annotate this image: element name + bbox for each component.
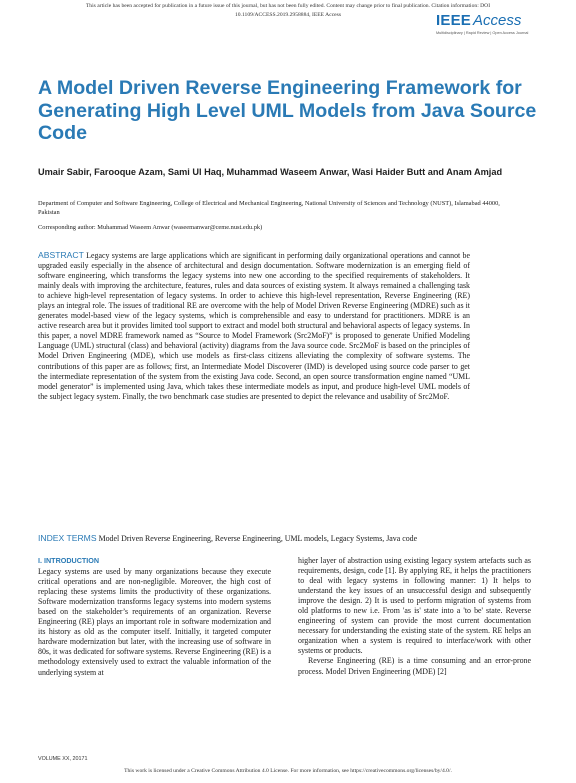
abstract	[38, 250, 470, 402]
section-heading-introduction: I. INTRODUCTION	[38, 556, 100, 565]
index-terms-heading: INDEX TERMS	[38, 533, 97, 543]
abstract-text: Legacy systems are large applications which are significant in performing daily organizational operations and cannot be upgraded easily especially in the absence of architectural and design documentation. Software modernization is an emerging field of software engineering, which transforms the legacy systems into new one according to the specified requirements of stakeholders. It mainly deals with improving the architecture, features, rules and data sources of existing system. It always remained a challenging task to achieve high-level representation of legacy systems. In order to achieve this high-level representation, Reverse Engineering (RE) plays an integral role. The issues of traditional RE are overcome with the help of Model Driven Reverse Engineering (MDRE) such as it generates model-based view of the legacy systems, which is comprehensible and easy to understand for practitioners. MDRE is an active research area but it provides limited tool support to extract and model both structural and behavioral aspects of legacy systems. In this paper, a novel MDRE framework named as “Source to Model Framework (Src2MoF)” is proposed to generate Unified Modeling Language (UML) structural (class) and behavioral (activity) diagrams from the Java source code. Src2MoF is based on the principles of Model Driven Engineering (MDE), which use models as first-class citizens alleviating the complexity of software systems. The contributions of this paper are as follows; first, an Intermediate Model Discoverer (IMD) is developed using source code parser to get the intermediate representation of the system from the existing Java code. Second, an open source transformation engine named “UML model generator” is implemented using Java, which takes these intermediate models as input, and produce high-level UML models of the subject legacy system. Finally, the two benchmark case studies are presented to depict the relevance and usability of Src2MoF.	[38, 251, 470, 401]
logo-access-text: Access	[472, 12, 522, 29]
index-terms	[38, 533, 438, 544]
intro-paragraph-1: Legacy systems are used by many organizations because they execute critical operations and are non-negligible. Moreover, the high cost of replacing these systems limits the productivity of these organizations. Software modernization transforms legacy systems into modern systems based on the stakeholder’s requirements of an organization. Reverse Engineering (RE) plays an important role in software modernization and its history as old as the computer itself. Initially, it targeted computer hardware modernization but later, with the increasing use of software in 80s, it was dedicated for software systems. Reverse Engineering (RE) is a methodology extensively used to extract the valuable information of the underlying system at	[38, 567, 271, 677]
abstract-heading: ABSTRACT	[38, 250, 84, 260]
volume-label: VOLUME XX, 2017	[38, 756, 85, 762]
index-terms-text: Model Driven Reverse Engineering, Reverse Engineering, UML models, Legacy Systems, Java code	[98, 534, 418, 543]
page-number: 1	[84, 756, 88, 762]
body-column-right	[298, 556, 531, 677]
logo-ieee-text: IEEE	[436, 12, 471, 29]
affiliation: Department of Computer and Software Engineering, College of Electrical and Mechanical Engineering, National University of Sciences and Technology (NUST), Islamabad 44000, Pakistan	[38, 200, 500, 216]
author-list: Umair Sabir, Farooque Azam, Sami Ul Haq, Muhammad Waseem Anwar, Wasi Haider Butt and Anam Amjad	[38, 167, 503, 177]
body-column-left	[38, 556, 271, 678]
logo-tagline: Multidisciplinary | Rapid Review | Open Access Journal	[436, 31, 529, 35]
paper-title: A Model Driven Reverse Engineering Framework for Generating High Level UML Models from Java Source Code	[38, 77, 537, 144]
doi-citation: 10.1109/ACCESS.2019.2958884, IEEE Access	[234, 12, 342, 18]
publication-notice: This article has been accepted for publication in a future issue of this journal, but has not been fully edited. Content may change prior to final publication. Citation information: DOI	[85, 3, 491, 9]
intro-paragraph-continued: higher layer of abstraction using existing legacy system artefacts such as requirements, design, code [1]. By applying RE, it helps the practitioners to deal with legacy systems in following manner: 1) It helps to understand the key issues of an unsuccessful design and subsequently improve the design. 2) It is used to perform migration of systems from old platforms to new i.e. From 'as is' state into a 'to be' state. Reverse engineering of system can provide the most current documentation necessary for understanding the existing state of the system. RE helps an organization when a system is required to interface/work with other systems or products.	[298, 556, 531, 656]
ieee-access-logo	[436, 12, 544, 42]
volume-footer	[38, 756, 87, 762]
intro-paragraph-2: Reverse Engineering (RE) is a time consuming and an error-prone process. Model Driven Engineering (MDE) [2]	[298, 656, 531, 676]
license-footer: This work is licensed under a Creative Commons Attribution 4.0 License. For more information, see https://creativecommons.org/licenses/by/4.0/.	[124, 768, 452, 774]
corresponding-author: Corresponding author: Muhammad Waseem Anwar (waseemanwar@ceme.nust.edu.pk)	[38, 224, 263, 231]
